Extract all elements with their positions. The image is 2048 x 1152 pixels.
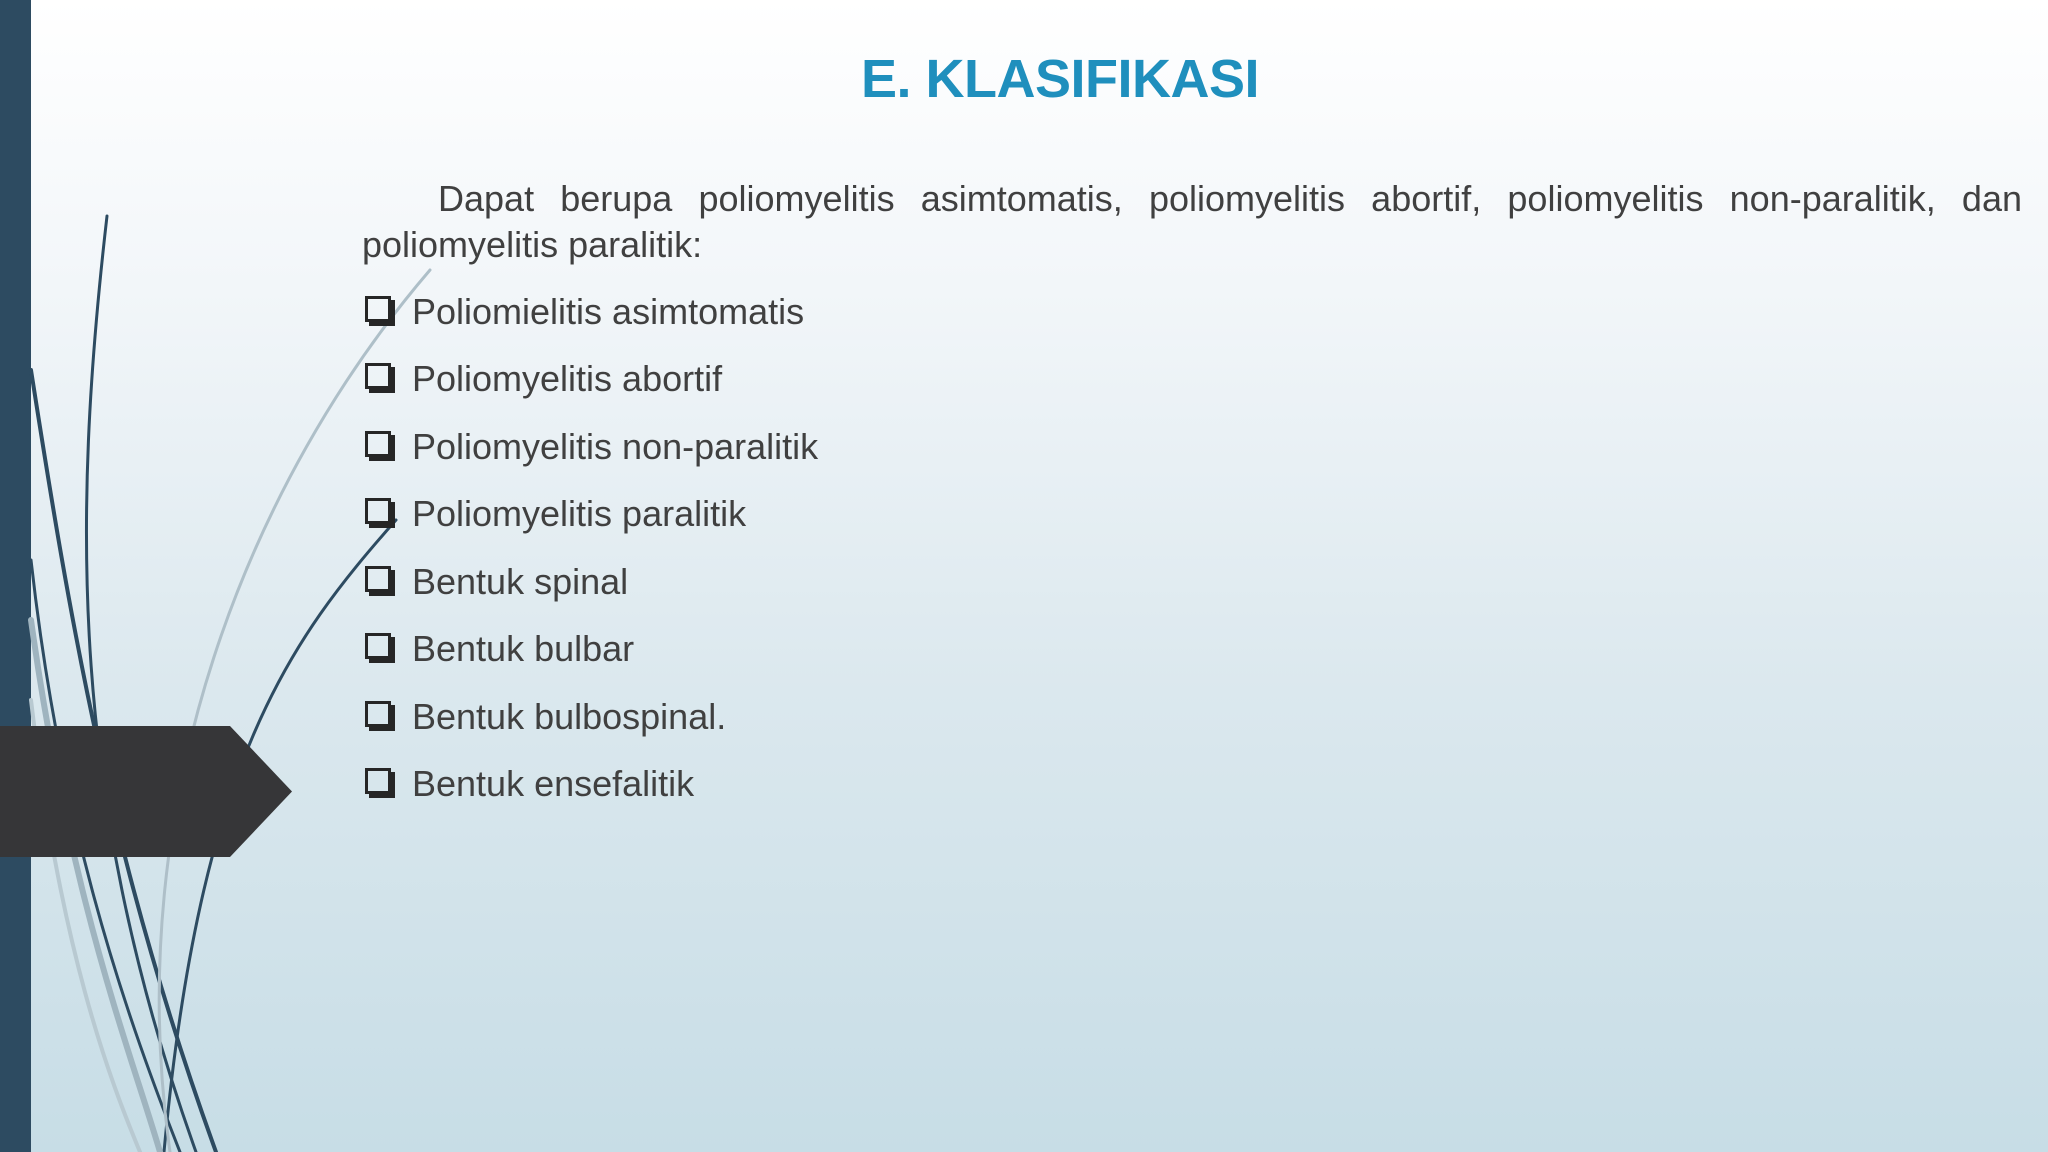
list-item-label: Bentuk bulbospinal. — [412, 695, 727, 737]
list-item — [362, 346, 2022, 414]
list-item-label: Poliomyelitis abortif — [412, 358, 723, 400]
list-item — [362, 413, 2022, 481]
list-item — [362, 278, 2022, 346]
list-item-label: Poliomyelitis paralitik — [412, 493, 747, 535]
classification-list — [362, 278, 2022, 818]
list-item-label: Bentuk spinal — [412, 560, 629, 602]
hollow-square-bullet-icon — [365, 431, 391, 457]
list-item — [362, 616, 2022, 684]
list-item — [362, 548, 2022, 616]
list-item-label: Bentuk ensefalitik — [412, 763, 695, 805]
hollow-square-bullet-icon — [365, 701, 391, 727]
hollow-square-bullet-icon — [365, 768, 391, 794]
slide-body — [362, 176, 2022, 818]
intro-paragraph: Dapat berupa poliomyelitis asimtomatis, poliomyelitis abortif, poliomyelitis non-paralitik, dan poliomyelitis paralitik: — [362, 178, 2022, 265]
list-item — [362, 481, 2022, 549]
hollow-square-bullet-icon — [365, 566, 391, 592]
list-item-label: Poliomyelitis non-paralitik — [412, 425, 819, 467]
list-item-label: Poliomielitis asimtomatis — [412, 290, 805, 332]
hollow-square-bullet-icon — [365, 296, 391, 322]
list-item — [362, 751, 2022, 819]
arrow-tab-shape — [0, 726, 294, 857]
hollow-square-bullet-icon — [365, 498, 391, 524]
slide-title: E. KLASIFIKASI — [860, 49, 1260, 109]
list-item-label: Bentuk bulbar — [412, 628, 635, 670]
hollow-square-bullet-icon — [365, 633, 391, 659]
hollow-square-bullet-icon — [365, 363, 391, 389]
list-item — [362, 683, 2022, 751]
